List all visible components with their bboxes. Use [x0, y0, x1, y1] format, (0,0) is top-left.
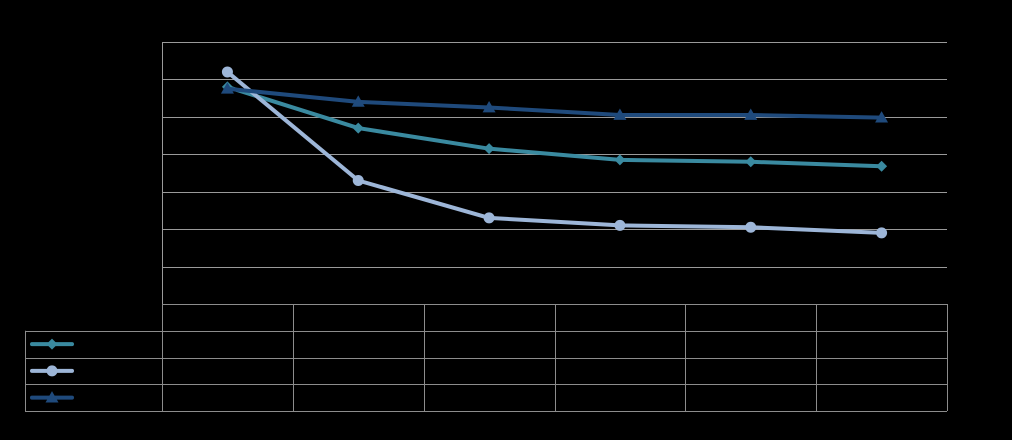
series-1-legend-key [32, 339, 72, 350]
circle-marker [353, 175, 364, 186]
circle-marker [222, 66, 233, 77]
circle-marker [745, 222, 756, 233]
series-1-group [222, 81, 887, 171]
circle-marker [614, 220, 625, 231]
diamond-marker [614, 154, 625, 165]
circle-marker [876, 227, 887, 238]
series-3-line [227, 89, 881, 118]
legend-keys [32, 339, 72, 403]
diamond-marker [353, 123, 364, 134]
circle-marker [484, 212, 495, 223]
diamond-marker [876, 161, 887, 172]
diamond-marker [47, 339, 58, 350]
series-2-legend-key [32, 365, 72, 376]
data-table [25, 304, 948, 412]
diamond-marker [484, 143, 495, 154]
series-layer [221, 66, 888, 238]
circle-marker [47, 365, 58, 376]
grid-layer [162, 42, 947, 305]
series-3-legend-key [32, 391, 72, 402]
diamond-marker [745, 156, 756, 167]
